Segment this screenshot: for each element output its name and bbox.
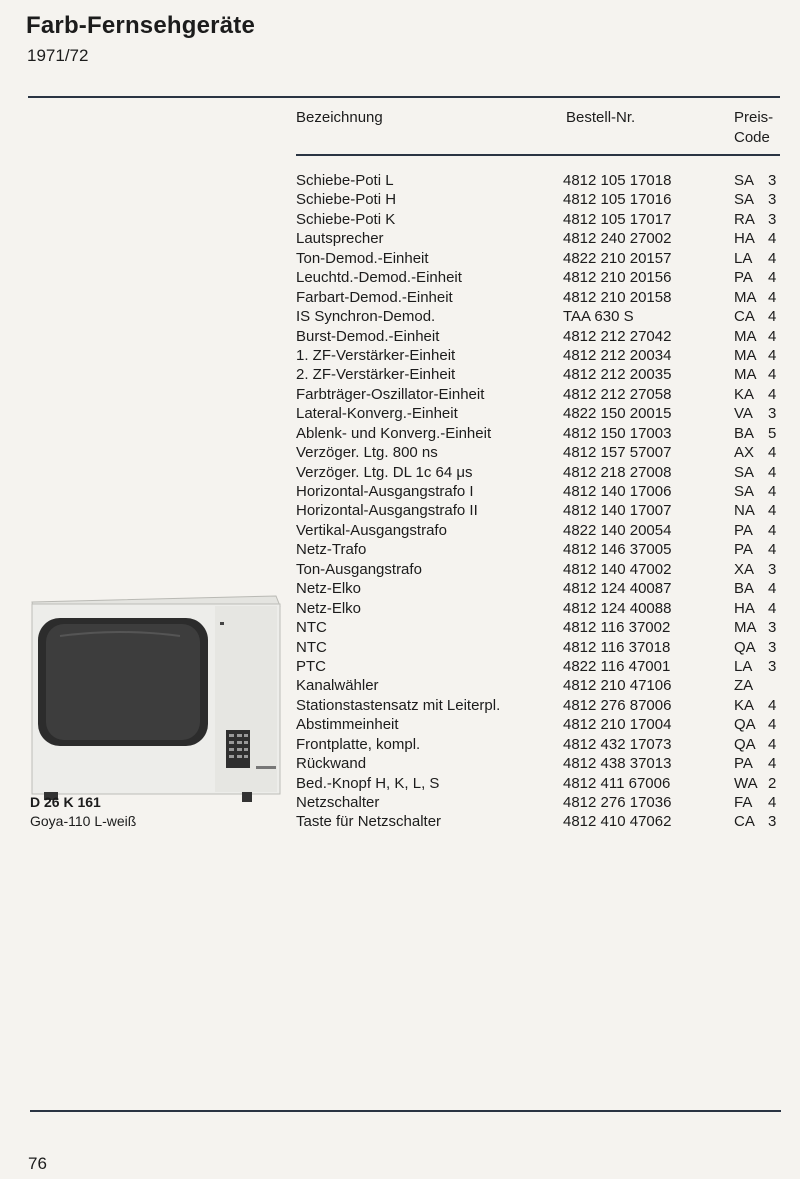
order-number: 4812 146 37005: [563, 541, 672, 559]
table-row: [296, 774, 786, 793]
price-code: 4: [768, 541, 777, 559]
price-code: 3: [768, 172, 777, 189]
price-group: NA: [734, 502, 755, 520]
price-group: QA: [734, 716, 756, 734]
price-group: MA: [734, 327, 757, 345]
table-row: [296, 618, 786, 637]
order-number: 4822 150 20015: [563, 405, 672, 423]
part-name: Stationstastensatz mit Leiterpl.: [296, 696, 501, 714]
table-row: [296, 560, 786, 579]
order-number: 4812 150 17003: [563, 424, 672, 442]
part-name: Ton-Demod.-Einheit: [296, 249, 429, 267]
order-number: 4822 210 20157: [563, 249, 672, 267]
price-code: 2: [768, 774, 777, 792]
table-row: [296, 676, 786, 695]
price-code: 3: [768, 405, 777, 423]
price-group: WA: [734, 774, 758, 792]
price-code: 4: [768, 444, 777, 462]
table-row: [296, 812, 786, 831]
part-name: Horizontal-Ausgangstrafo I: [296, 483, 474, 500]
page-number: 76: [28, 1154, 47, 1173]
part-name: Schiebe-Poti K: [296, 210, 396, 228]
part-name: NTC: [296, 638, 327, 656]
column-header-name: Bezeichnung: [296, 109, 383, 126]
table-row: [296, 482, 786, 501]
order-number: 4822 116 47001: [563, 657, 671, 675]
part-name: Schiebe-Poti H: [296, 191, 397, 209]
part-name: Ton-Ausgangstrafo: [296, 560, 422, 578]
page-title: Farb-Fernsehgeräte: [26, 12, 255, 39]
table-row: [296, 288, 786, 307]
price-code: 3: [768, 619, 777, 637]
price-code: 4: [768, 502, 777, 520]
order-number: 4812 276 87006: [563, 696, 672, 714]
part-name: Netz-Trafo: [296, 541, 367, 559]
part-name: IS Synchron-Demod.: [296, 308, 436, 326]
price-group: CA: [734, 308, 755, 326]
order-number: 4812 276 17036: [563, 794, 672, 811]
price-group: XA: [734, 560, 755, 578]
price-group: PA: [734, 541, 753, 559]
price-code: 4: [768, 463, 777, 481]
order-number: 4812 212 20034: [563, 346, 672, 364]
part-name: Leuchtd.-Demod.-Einheit: [296, 269, 462, 287]
order-number: 4812 105 17016: [563, 191, 672, 209]
price-group: MA: [734, 346, 757, 364]
order-number: TAA 630 S: [563, 308, 634, 326]
price-code: 4: [768, 696, 777, 714]
part-name: Netz-Elko: [296, 580, 362, 598]
order-number: 4812 124 40088: [563, 599, 672, 617]
part-name: Abstimmeinheit: [296, 716, 399, 734]
table-row: [296, 249, 786, 268]
price-group: SA: [734, 483, 755, 500]
price-group: QA: [734, 638, 756, 656]
column-header-price-code: [734, 108, 779, 148]
order-number: 4812 210 17004: [563, 716, 672, 734]
price-code: 4: [768, 366, 777, 384]
device-name: Goya-110 L-weiß: [30, 813, 137, 829]
order-number: 4812 218 27008: [563, 463, 672, 481]
price-code: 4: [768, 249, 777, 267]
top-rule: [28, 96, 780, 98]
price-group: MA: [734, 288, 757, 306]
price-group: QA: [734, 735, 756, 753]
order-number: 4812 212 27042: [563, 327, 672, 345]
table-row: [296, 268, 786, 287]
price-code: 4: [768, 385, 777, 403]
part-name: Verzöger. Ltg. 800 ns: [296, 444, 438, 462]
page-subtitle: 1971/72: [27, 46, 89, 65]
column-header-order-no: Bestell-Nr.: [566, 109, 636, 126]
order-number: 4812 140 47002: [563, 560, 672, 578]
table-row: [296, 599, 786, 618]
price-group: HA: [734, 599, 755, 617]
price-group: MA: [734, 619, 757, 637]
table-row: [296, 404, 786, 423]
table-row: [296, 579, 786, 598]
order-number: 4812 212 20035: [563, 366, 672, 384]
part-name: Horizontal-Ausgangstrafo II: [296, 502, 478, 520]
order-number: 4812 411 67006: [563, 774, 671, 792]
price-group: AX: [734, 444, 755, 462]
bottom-rule: [30, 1110, 781, 1112]
order-number: 4812 410 47062: [563, 813, 672, 831]
header-rule: [296, 154, 780, 156]
table-row: [296, 463, 786, 482]
price-code: 5: [768, 424, 777, 442]
price-code: 4: [768, 735, 777, 753]
price-code: 4: [768, 755, 777, 773]
order-number: 4822 140 20054: [563, 521, 672, 539]
table-row: [296, 385, 786, 404]
table-row: [296, 501, 786, 520]
table-row: [296, 521, 786, 540]
part-name: Schiebe-Poti L: [296, 172, 394, 189]
price-group: ZA: [734, 677, 754, 695]
tv-set-image: [30, 592, 282, 804]
table-row: [296, 210, 786, 229]
price-group: SA: [734, 463, 755, 481]
part-name: Vertikal-Ausgangstrafo: [296, 521, 447, 539]
order-number: 4812 432 17073: [563, 735, 672, 753]
table-row: [296, 190, 786, 209]
order-number: 4812 438 37013: [563, 755, 672, 773]
table-row: [296, 171, 786, 190]
price-code: 3: [768, 638, 777, 656]
price-group: PA: [734, 269, 753, 287]
price-code: 3: [768, 657, 777, 675]
price-group: KA: [734, 385, 755, 403]
price-code: 4: [768, 288, 777, 306]
part-name: Kanalwähler: [296, 677, 379, 695]
table-row: [296, 424, 786, 443]
part-name: Taste für Netzschalter: [296, 813, 442, 831]
price-group: LA: [734, 249, 753, 267]
column-header-price-code-line2: Code: [734, 129, 770, 146]
price-group: LA: [734, 657, 753, 675]
price-code: 4: [768, 327, 777, 345]
parts-table: [296, 171, 786, 832]
part-name: NTC: [296, 619, 327, 637]
device-model: D 26 K 161: [30, 794, 101, 810]
part-name: Ablenk- und Konverg.-Einheit: [296, 424, 492, 442]
part-name: Farbträger-Oszillator-Einheit: [296, 385, 485, 403]
price-group: SA: [734, 191, 755, 209]
table-row: [296, 696, 786, 715]
part-name: Netz-Elko: [296, 599, 362, 617]
order-number: 4812 140 17006: [563, 483, 672, 500]
table-row: [296, 715, 786, 734]
price-code: 4: [768, 599, 777, 617]
order-number: 4812 210 20158: [563, 288, 672, 306]
price-group: PA: [734, 521, 753, 539]
price-group: CA: [734, 813, 755, 831]
order-number: 4812 116 37018: [563, 638, 671, 656]
price-code: 3: [768, 210, 777, 228]
price-code: 3: [768, 813, 777, 831]
order-number: 4812 116 37002: [563, 619, 671, 637]
price-code: 4: [768, 716, 777, 734]
part-name: Lateral-Konverg.-Einheit: [296, 405, 458, 423]
table-row: [296, 638, 786, 657]
price-group: MA: [734, 366, 757, 384]
price-group: BA: [734, 580, 755, 598]
order-number: 4812 210 47106: [563, 677, 672, 695]
part-name: Burst-Demod.-Einheit: [296, 327, 440, 345]
price-group: HA: [734, 230, 755, 248]
table-row: [296, 365, 786, 384]
order-number: 4812 210 20156: [563, 269, 672, 287]
table-row: [296, 540, 786, 559]
column-header-price-code-line1: Preis-: [734, 109, 774, 126]
table-row: [296, 229, 786, 248]
price-code: 3: [768, 560, 777, 578]
price-code: 3: [768, 191, 777, 209]
price-code: 4: [768, 580, 777, 598]
table-row: [296, 346, 786, 365]
part-name: Rückwand: [296, 755, 367, 773]
table-row: [296, 443, 786, 462]
order-number: 4812 240 27002: [563, 230, 672, 248]
table-row: [296, 327, 786, 346]
part-name: Bed.-Knopf H, K, L, S: [296, 774, 440, 792]
part-name: PTC: [296, 657, 326, 675]
price-code: 4: [768, 230, 777, 248]
price-code: 4: [768, 308, 777, 326]
part-name: Lautsprecher: [296, 230, 384, 248]
price-group: PA: [734, 755, 753, 773]
table-row: [296, 754, 786, 773]
price-code: 4: [768, 483, 777, 500]
price-group: SA: [734, 172, 755, 189]
order-number: 4812 140 17007: [563, 502, 672, 520]
price-group: VA: [734, 405, 753, 423]
order-number: 4812 124 40087: [563, 580, 672, 598]
order-number: 4812 105 17017: [563, 210, 672, 228]
price-group: BA: [734, 424, 755, 442]
table-row: [296, 793, 786, 812]
price-group: KA: [734, 696, 755, 714]
price-code: 4: [768, 346, 777, 364]
order-number: 4812 105 17018: [563, 172, 672, 189]
order-number: 4812 212 27058: [563, 385, 672, 403]
part-name: Frontplatte, kompl.: [296, 735, 421, 753]
order-number: 4812 157 57007: [563, 444, 672, 462]
part-name: Netzschalter: [296, 794, 380, 811]
table-row: [296, 307, 786, 326]
part-name: 1. ZF-Verstärker-Einheit: [296, 346, 456, 364]
price-code: 4: [768, 794, 777, 811]
price-group: FA: [734, 794, 753, 811]
part-name: Verzöger. Ltg. DL 1c 64 μs: [296, 463, 473, 481]
table-row: [296, 735, 786, 754]
part-name: 2. ZF-Verstärker-Einheit: [296, 366, 456, 384]
table-row: [296, 657, 786, 676]
price-code: 4: [768, 521, 777, 539]
price-group: RA: [734, 210, 755, 228]
price-code: 4: [768, 269, 777, 287]
part-name: Farbart-Demod.-Einheit: [296, 288, 453, 306]
